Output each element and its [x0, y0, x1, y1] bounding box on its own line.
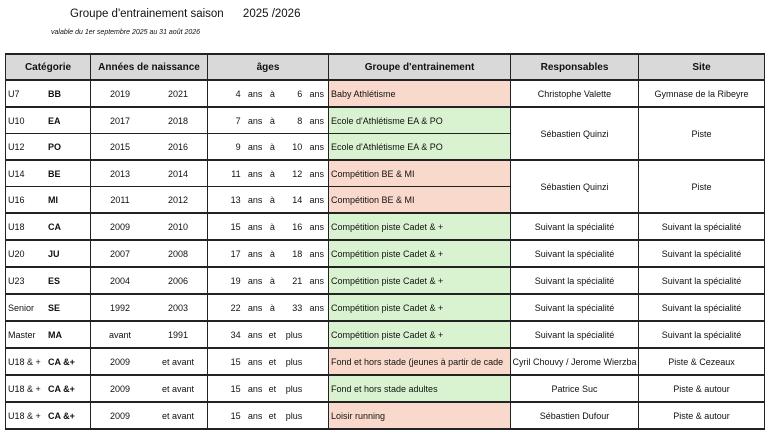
birth-years-cell: [91, 267, 208, 294]
age-max: 6: [297, 88, 303, 99]
category-code: U23: [8, 275, 25, 286]
age-unit: ans: [247, 329, 263, 340]
category-cell: [6, 107, 91, 134]
table-row: [6, 321, 765, 348]
birth-year-end: 2016: [167, 141, 189, 152]
responsables-cell: Sébastien Quinzi: [511, 107, 639, 160]
age-unit: ans: [247, 356, 263, 367]
category-code: U10: [8, 115, 25, 126]
age-separator: à: [269, 88, 275, 99]
category-short: CA &+: [48, 383, 75, 394]
age-separator: à: [269, 248, 275, 259]
category-cell: [6, 294, 91, 321]
category-code: U7: [8, 88, 20, 99]
category-cell: [6, 321, 91, 348]
category-code: U20: [8, 248, 25, 259]
age-separator: à: [269, 302, 275, 313]
validity-note: valable du 1er septembre 2025 au 31 août 2026: [51, 29, 201, 36]
birth-year-end: et avant: [161, 383, 195, 394]
birth-year-start: avant: [108, 329, 132, 340]
ages-cell: [208, 107, 329, 134]
age-min: 13: [230, 194, 241, 205]
age-max: plus: [285, 329, 303, 340]
ages-cell: [208, 187, 329, 214]
site-cell: Piste: [639, 160, 765, 213]
category-short: ES: [48, 275, 61, 286]
responsables-cell: Suivant la spécialité: [511, 240, 639, 267]
age-unit: ans: [309, 302, 324, 313]
category-cell: [6, 187, 91, 214]
age-unit: ans: [309, 248, 324, 259]
age-min: 11: [231, 168, 241, 179]
birth-year-end: 2006: [167, 275, 189, 286]
birth-year-end: 2021: [167, 88, 189, 99]
age-max: plus: [285, 356, 303, 367]
age-unit: ans: [247, 302, 263, 313]
category-short: JU: [48, 248, 60, 259]
birth-years-cell: [91, 187, 208, 214]
birth-year-start: 1992: [109, 302, 131, 313]
category-short: EA: [48, 115, 61, 126]
age-separator: à: [269, 168, 275, 179]
training-group-cell: Compétition BE & MI: [329, 160, 511, 187]
age-separator: à: [269, 141, 275, 152]
category-short: PO: [48, 141, 62, 152]
category-cell: [6, 375, 91, 402]
age-min: 15: [230, 221, 241, 232]
age-separator: à: [269, 275, 275, 286]
ages-cell: [208, 80, 329, 107]
site-cell: Piste & Cezeaux: [639, 348, 765, 375]
responsables-cell: Suivant la spécialité: [511, 294, 639, 321]
category-short: CA: [48, 221, 61, 232]
age-max: 21: [292, 275, 303, 286]
responsables-cell: Suivant la spécialité: [511, 267, 639, 294]
ages-cell: [208, 294, 329, 321]
age-max: 33: [292, 302, 303, 313]
ages-cell: [208, 213, 329, 240]
age-max: 8: [297, 115, 303, 126]
site-cell: Suivant la spécialité: [639, 240, 765, 267]
training-group-cell: Compétition piste Cadet & +: [329, 294, 511, 321]
table-row: [6, 213, 765, 240]
category-short: CA &+: [48, 410, 75, 421]
site-cell: Gymnase de la Ribeyre: [639, 80, 765, 107]
training-group-cell: Ecole d'Athlétisme EA & PO: [329, 134, 511, 161]
category-short: SE: [48, 302, 61, 313]
table-row: [6, 160, 765, 187]
training-groups-table: [5, 53, 765, 430]
age-unit: ans: [309, 168, 324, 179]
age-unit: ans: [247, 115, 263, 126]
age-min: 19: [230, 275, 241, 286]
age-unit: ans: [309, 275, 324, 286]
responsables-cell: Suivant la spécialité: [511, 213, 639, 240]
table-row: [6, 348, 765, 375]
category-cell: [6, 267, 91, 294]
header-categorie: Catégorie: [6, 54, 91, 80]
category-cell: [6, 213, 91, 240]
age-min: 7: [235, 115, 241, 126]
age-unit: ans: [309, 141, 324, 152]
training-group-cell: Compétition piste Cadet & +: [329, 213, 511, 240]
site-cell: Suivant la spécialité: [639, 321, 765, 348]
season-label: Groupe d'entrainement saison: [70, 8, 224, 20]
age-unit: ans: [247, 168, 263, 179]
birth-year-end: 2012: [167, 194, 189, 205]
age-min: 17: [230, 248, 241, 259]
ages-cell: [208, 402, 329, 429]
category-code: Master: [8, 329, 36, 340]
age-unit: ans: [247, 221, 263, 232]
site-cell: Piste & autour: [639, 375, 765, 402]
birth-years-cell: [91, 80, 208, 107]
birth-years-cell: [91, 348, 208, 375]
age-unit: ans: [247, 88, 263, 99]
category-cell: [6, 134, 91, 161]
age-min: 15: [230, 410, 241, 421]
header-responsables: Responsables: [511, 54, 639, 80]
age-separator: et: [268, 383, 277, 394]
age-separator: à: [269, 194, 275, 205]
ages-cell: [208, 134, 329, 161]
birth-year-start: 2019: [109, 88, 131, 99]
table-row: [6, 375, 765, 402]
age-max: plus: [285, 410, 303, 421]
birth-year-start: 2015: [109, 141, 131, 152]
age-min: 15: [230, 383, 241, 394]
birth-years-cell: [91, 134, 208, 161]
category-short: CA &+: [48, 356, 75, 367]
table-row: [6, 107, 765, 134]
ages-cell: [208, 321, 329, 348]
responsables-cell: Cyril Chouvy / Jerome Wierzba: [511, 348, 639, 375]
birth-year-start: 2004: [109, 275, 131, 286]
birth-year-start: 2007: [109, 248, 131, 259]
responsables-cell: Patrice Suc: [511, 375, 639, 402]
table-row: [6, 402, 765, 429]
age-unit: ans: [247, 275, 263, 286]
age-separator: à: [269, 221, 275, 232]
age-separator: à: [269, 115, 275, 126]
birth-years-cell: [91, 402, 208, 429]
site-cell: Suivant la spécialité: [639, 213, 765, 240]
category-code: U18 & +: [8, 410, 41, 421]
age-separator: et: [268, 410, 277, 421]
birth-year-start: 2009: [109, 221, 131, 232]
birth-year-end: 2003: [167, 302, 189, 313]
category-cell: [6, 160, 91, 187]
birth-year-end: et avant: [161, 410, 195, 421]
category-code: U14: [8, 168, 25, 179]
age-unit: ans: [247, 141, 263, 152]
responsables-cell: Suivant la spécialité: [511, 321, 639, 348]
birth-year-end: et avant: [161, 356, 195, 367]
birth-years-cell: [91, 213, 208, 240]
birth-year-start: 2017: [109, 115, 131, 126]
age-unit: ans: [309, 194, 324, 205]
birth-year-end: 2014: [167, 168, 189, 179]
header-naissance: Années de naissance: [91, 54, 208, 80]
category-code: Senior: [8, 302, 35, 313]
birth-year-start: 2009: [109, 356, 131, 367]
category-code: U16: [8, 194, 25, 205]
training-group-cell: Ecole d'Athlétisme EA & PO: [329, 107, 511, 134]
category-cell: [6, 240, 91, 267]
birth-year-end: 1991: [167, 329, 189, 340]
age-unit: ans: [247, 383, 263, 394]
age-unit: ans: [247, 248, 263, 259]
table-row: [6, 240, 765, 267]
birth-year-start: 2013: [109, 168, 131, 179]
ages-cell: [208, 267, 329, 294]
table-header-row: [6, 54, 765, 80]
age-unit: ans: [309, 115, 324, 126]
training-group-cell: Baby Athlétisme: [329, 80, 511, 107]
age-max: plus: [285, 383, 303, 394]
site-cell: Piste & autour: [639, 402, 765, 429]
age-max: 10: [292, 141, 303, 152]
site-cell: Piste: [639, 107, 765, 160]
birth-year-start: 2009: [109, 410, 131, 421]
site-cell: Suivant la spécialité: [639, 267, 765, 294]
age-unit: ans: [247, 410, 263, 421]
age-separator: et: [268, 329, 277, 340]
responsables-cell: Sébastien Dufour: [511, 402, 639, 429]
ages-cell: [208, 240, 329, 267]
age-unit: ans: [309, 221, 324, 232]
category-cell: [6, 348, 91, 375]
age-separator: et: [268, 356, 277, 367]
category-cell: [6, 402, 91, 429]
header-groupe: Groupe d'entrainement: [329, 54, 511, 80]
training-group-cell: Compétition piste Cadet & +: [329, 267, 511, 294]
age-max: 16: [292, 221, 303, 232]
training-group-cell: Fond et hors stade (jeunes à partir de cade: [329, 348, 511, 375]
category-short: BE: [48, 168, 61, 179]
category-short: BB: [48, 88, 61, 99]
table-row: [6, 267, 765, 294]
site-cell: Suivant la spécialité: [639, 294, 765, 321]
ages-cell: [208, 375, 329, 402]
table-row: [6, 294, 765, 321]
header-ages: âges: [208, 54, 329, 80]
birth-year-end: 2010: [167, 221, 189, 232]
birth-years-cell: [91, 240, 208, 267]
training-group-cell: Loisir running: [329, 402, 511, 429]
age-min: 34: [230, 329, 241, 340]
category-code: U18: [8, 221, 25, 232]
training-group-cell: Fond et hors stade adultes: [329, 375, 511, 402]
age-max: 14: [292, 194, 303, 205]
header-site: Site: [639, 54, 765, 80]
category-code: U18 & +: [8, 356, 41, 367]
birth-years-cell: [91, 294, 208, 321]
age-max: 12: [292, 168, 303, 179]
responsables-cell: Sébastien Quinzi: [511, 160, 639, 213]
category-code: U18 & +: [8, 383, 41, 394]
birth-year-end: 2018: [167, 115, 189, 126]
birth-years-cell: [91, 160, 208, 187]
training-group-cell: Compétition piste Cadet & +: [329, 240, 511, 267]
birth-years-cell: [91, 321, 208, 348]
responsables-cell: Christophe Valette: [511, 80, 639, 107]
category-code: U12: [8, 141, 25, 152]
age-unit: ans: [247, 194, 263, 205]
age-min: 15: [230, 356, 241, 367]
birth-years-cell: [91, 375, 208, 402]
training-group-cell: Compétition piste Cadet & +: [329, 321, 511, 348]
age-min: 22: [230, 302, 241, 313]
category-short: MA: [48, 329, 62, 340]
birth-year-end: 2008: [167, 248, 189, 259]
season-years: 2025 /2026: [242, 8, 301, 20]
ages-cell: [208, 160, 329, 187]
ages-cell: [208, 348, 329, 375]
age-min: 4: [235, 88, 241, 99]
category-short: MI: [48, 194, 58, 205]
age-max: 18: [292, 248, 303, 259]
birth-years-cell: [91, 107, 208, 134]
page-title: [70, 8, 300, 20]
birth-year-start: 2009: [109, 383, 131, 394]
age-unit: ans: [309, 88, 324, 99]
category-cell: [6, 80, 91, 107]
age-min: 9: [235, 141, 241, 152]
table-row: [6, 80, 765, 107]
training-group-cell: Compétition BE & MI: [329, 187, 511, 214]
birth-year-start: 2011: [110, 194, 130, 205]
